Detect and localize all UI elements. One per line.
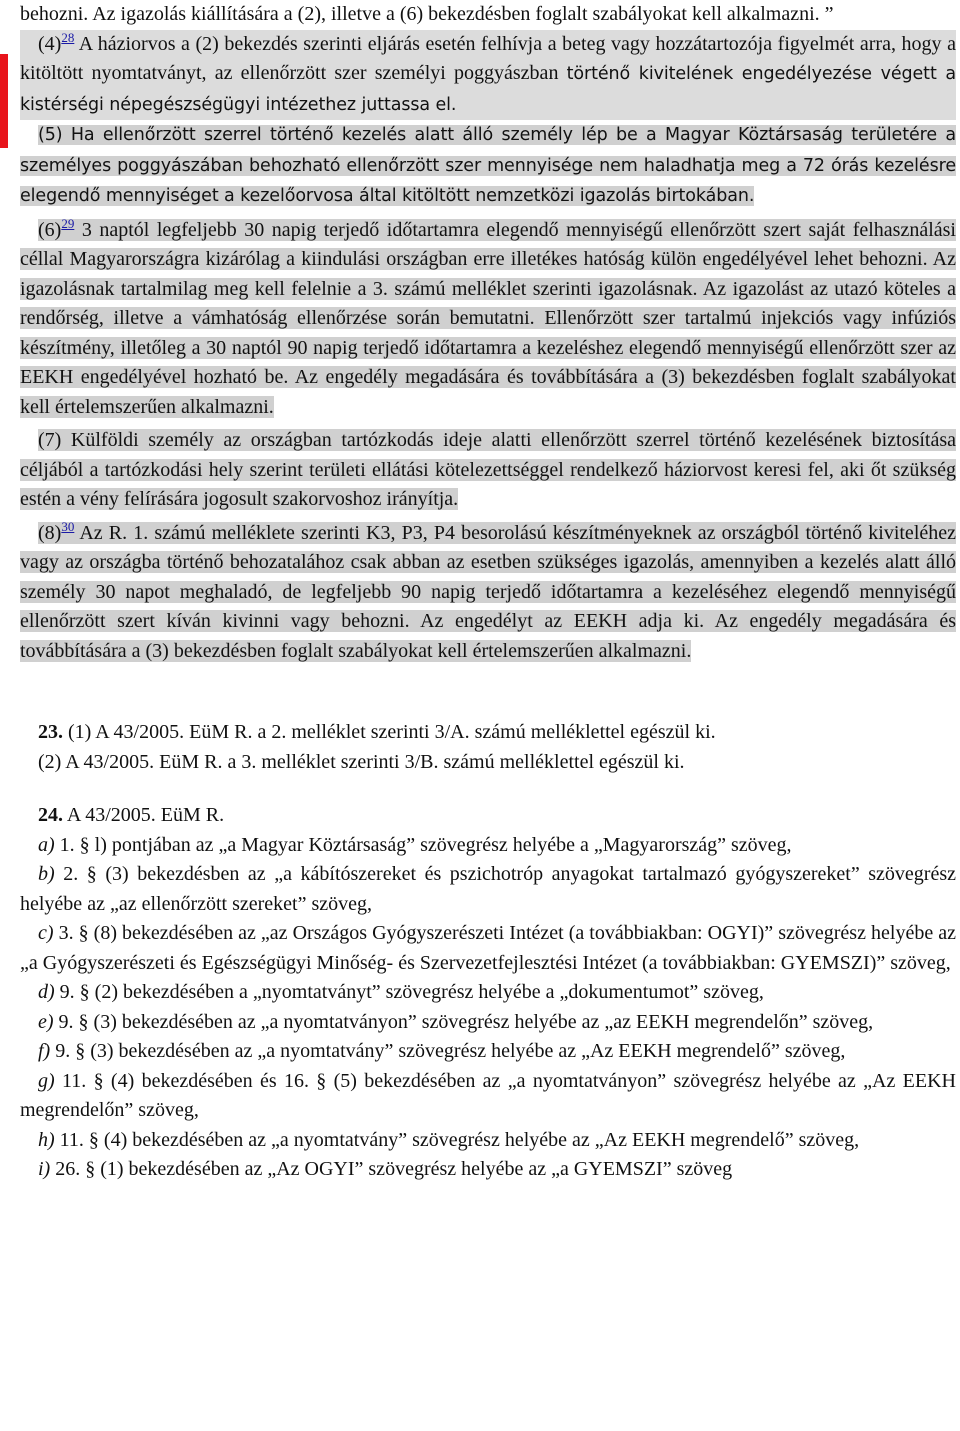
paragraph-7-text: (7) Külföldi személy az országban tartózkodás ideje alatti ellenőrzött szerrel történő kezelésének biztosítása céljából a tartózkodási hely szerint területi ellátási kötelezettséggel rendelkező háziorvost keresi fel, aki őt szükség estén a vény felírására jogosult szakorvoshoz irányítja.: [20, 429, 956, 510]
list-item-f-text: 9. § (3) bekezdésében az „a nyomtatvány” szövegrész helyébe az „Az EEKH megrendelő” szöveg,: [50, 1040, 846, 1062]
intro-text: behozni. Az igazolás kiállítására a (2), illetve a (6) bekezdésben foglalt szabályokat kell alkalmazni.: [20, 3, 820, 25]
list-item-i-text: 26. § (1) bekezdésében az „Az OGYI” szövegrész helyébe az „a GYEMSZI” szöveg: [50, 1158, 733, 1180]
list-item-e: [20, 1008, 956, 1038]
list-item-b: [20, 860, 956, 919]
intro-paragraph: [20, 0, 956, 30]
list-item-h-text: 11. § (4) bekezdésében az „a nyomtatvány” szövegrész helyébe az „Az EEKH megrendelő” szöveg,: [54, 1128, 860, 1151]
paragraph-8: [20, 519, 956, 667]
paragraph-7: [20, 426, 956, 515]
list-item-d-letter: d): [38, 981, 55, 1003]
list-item-a-letter: a): [38, 833, 55, 856]
paragraph-8-label: (8): [38, 521, 62, 544]
section-23-line-1: [20, 718, 956, 748]
section-23-line-2: (2) A 43/2005. EüM R. a 3. melléklet szerinti 3/B. számú melléklettel egészül ki.: [38, 750, 685, 773]
paragraph-4-text: A háziorvos a (2) bekezdés szerinti eljárás esetén felhívja a beteg vagy hozzátartozója figyelmét arra, hogy a kitöltött nyomtatványt, az ellenőrzött szer személyi poggyászban: [20, 32, 956, 84]
section-24-heading: [20, 801, 956, 831]
paragraph-5-text: (5) Ha ellenőrzött szerrel történő kezelés alatt álló személy lép be a Magyar Köztársaság területére a személyes poggyászában behozható ellenőrzött szer mennyisége nem haladhatja meg a 72 órás kezelésre elegendő mennyiséget a kezelőorvosa által kitöltött nemzetközi igazolás birtokában.: [20, 125, 956, 206]
list-item-i-letter: i): [38, 1158, 51, 1180]
section-24-heading-text: A 43/2005. EüM R.: [63, 804, 225, 826]
paragraph-6-text: 3 naptól legfeljebb 30 napig terjedő időtartamra elegendő mennyiségű ellenőrzött szert saját felhasználási céllal Magyarországra kizárólag a kiindulási országban erre illetékes hatóság külön engedélyével lehet behozni. Az igazolásnak tartalmilag meg kell felelnie a 3. számú melléklet szerinti igazolásnak. Az igazolást az utazó köteles a rendőrség, illetve a vámhatóság ellenőrzése során bemutatni. Ellenőrzött szer tartalmú injekciós vagy infúziós készítmény, illetőleg a 30 naptól 90 napig terjedő időtartamra a kezeléshez elegendő mennyiségű ellenőrzött szer az EEKH engedélyével hozható be. Az engedély megadására és továbbítására a (3) bekezdésben foglalt szabályokat kell értelemszerűen alkalmazni.: [20, 218, 956, 418]
list-item-e-letter: e): [38, 1010, 54, 1033]
list-item-d: [20, 978, 956, 1008]
section-24: [20, 801, 956, 1185]
list-item-g: [20, 1067, 956, 1126]
footnote-link-28[interactable]: 28: [61, 29, 75, 45]
list-item-c-letter: c): [38, 922, 54, 944]
list-item-b-letter: b): [38, 863, 55, 885]
paragraph-4: [20, 30, 956, 121]
list-item-c-text: 3. § (8) bekezdésében az „az Országos Gyógyszerészeti Intézet (a továbbiakban: OGYI)” szövegrész helyébe az „a Gyógyszerészeti és Egészségügyi Minőség- és Szervezetfejlesztési Intézet (a továbbiakban: GYEMSZI)” szöveg,: [20, 922, 956, 974]
paragraph-5: [20, 120, 956, 212]
document-page: [20, 0, 956, 1185]
section-23-line-1-text: (1) A 43/2005. EüM R. a 2. melléklet szerinti 3/A. számú melléklettel egészül ki.: [63, 721, 716, 743]
paragraph-6: [20, 216, 956, 423]
footnote-link-29[interactable]: 29: [61, 215, 75, 231]
list-item-f: [20, 1037, 956, 1067]
paragraph-6-label: (6): [38, 218, 62, 241]
list-item-e-text: 9. § (3) bekezdésében az „a nyomtatványon” szövegrész helyébe az „az EEKH megrendelőn” szöveg,: [53, 1010, 874, 1033]
list-item-b-text: 2. § (3) bekezdésben az „a kábítószereket és pszichotróp anyagokat tartalmazó gyógyszereket” szövegrész helyébe az „az ellenőrzött szereket” szöveg,: [20, 863, 956, 915]
paragraph-4-text-sans: történő kivitelének engedélyezése végett a kistérségi népegészségügyi intézethez juttassa el.: [20, 64, 956, 115]
section-24-number: 24.: [38, 804, 63, 826]
section-23-number: 23.: [38, 721, 63, 743]
list-item-h: [20, 1126, 956, 1156]
list-item-a-text: 1. § l) pontjában az „a Magyar Köztársaság” szövegrész helyébe a „Magyarország” szöveg,: [54, 833, 792, 856]
list-item-c: [20, 919, 956, 978]
list-item-h-letter: h): [38, 1128, 55, 1151]
section-23: [20, 718, 956, 777]
list-item-g-text: 11. § (4) bekezdésében és 16. § (5) bekezdésében az „a nyomtatványon” szövegrész helyébe az „Az EEKH megrendelőn” szöveg,: [20, 1069, 956, 1121]
paragraph-8-text: Az R. 1. számú melléklete szerinti K3, P3, P4 besorolású készítményeknek az országból történő kiviteléhez vagy az országba történő behozatalához csak abban az esetben szükséges igazolás, amennyiben a kezelés alatt álló személy 30 napot meghaladó, de legfeljebb 90 napig terjedő időtartamra a kezeléséhez elegendő mennyiségű ellenőrzött szert kíván kivinni vagy behozni. Az engedélyt az EEKH adja ki. Az engedély megadására és továbbítására a (3) bekezdésben foglalt szabályokat kell értelemszerűen alkalmazni.: [20, 521, 956, 662]
intro-closing-quote: ”: [824, 3, 834, 25]
footnote-link-30[interactable]: 30: [61, 518, 75, 534]
change-marker-bar: [0, 54, 8, 148]
list-item-a: [20, 831, 956, 861]
paragraph-4-label: (4): [38, 32, 62, 55]
list-item-i: [20, 1155, 956, 1185]
list-item-d-text: 9. § (2) bekezdésében a „nyomtatványt” szövegrész helyébe a „dokumentumot” szöveg,: [54, 981, 764, 1003]
list-item-f-letter: f): [38, 1040, 51, 1062]
list-item-g-letter: g): [38, 1069, 55, 1092]
